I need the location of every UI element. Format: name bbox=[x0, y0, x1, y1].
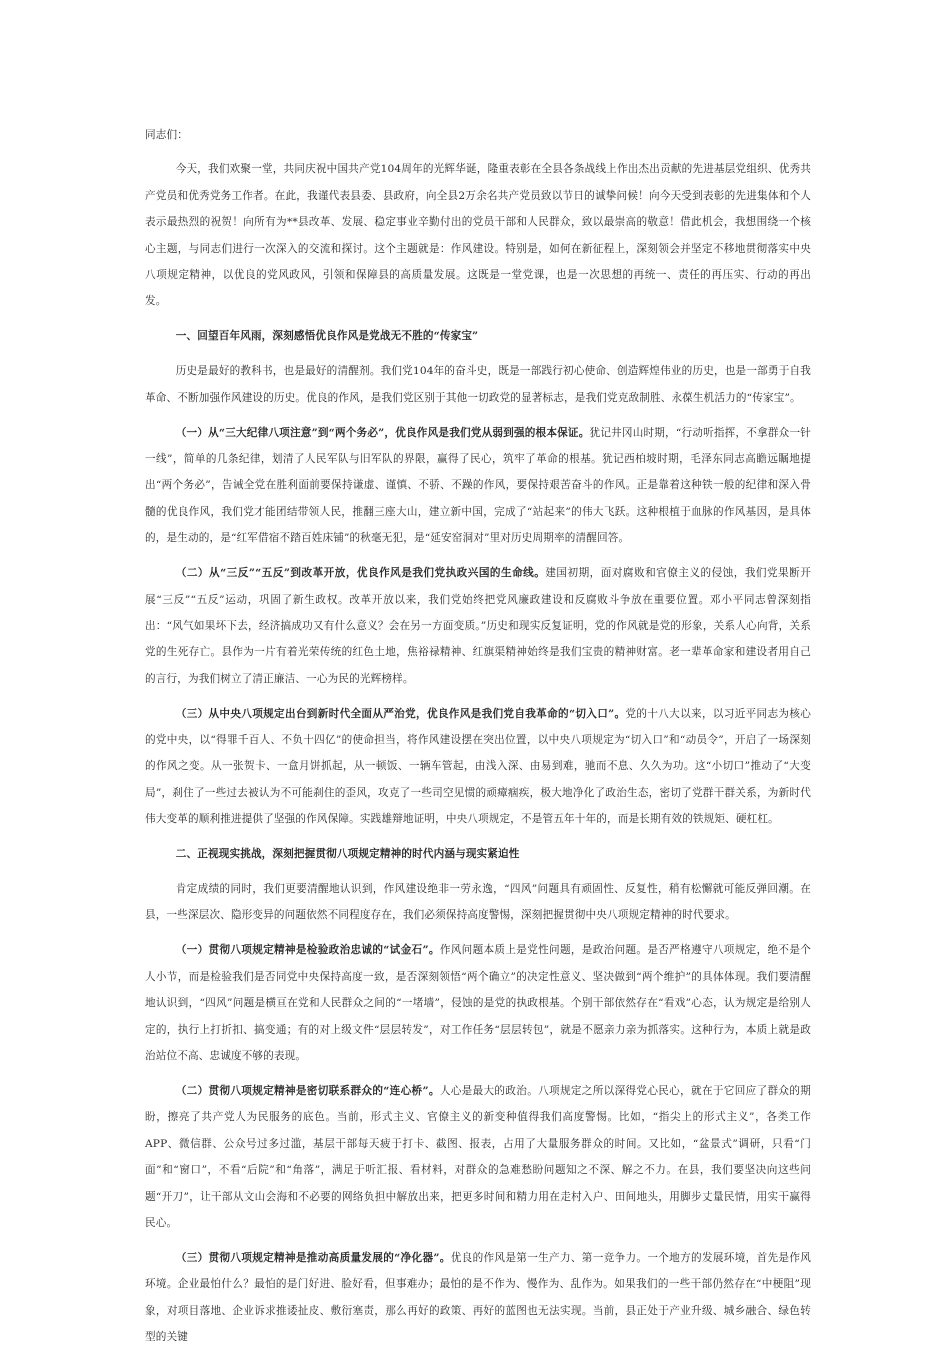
section-2-heading: 二、正视现实挑战，深刻把握贯彻八项规定精神的时代内涵与现实紧迫性 bbox=[175, 848, 520, 861]
section-1-item-2 bbox=[145, 560, 811, 692]
section-1-item-1-body: 犹记井冈山时期，“行动听指挥，不拿群众一针一线”，简单的几条纪律，划清了人民军队与旧军队的界限，赢得了民心，筑牢了革命的根基。犹记西柏坡时期，毛泽东同志高瞻远瞩地提出“两个务必”，告诫全党在胜利面前要保持谦虚、谨慎、不骄、不躁的作风，要保持艰苦奋斗的作风。正是靠着这种铁一般的纪律和深入骨髓的优良作风，我们党才能团结带领人民，推翻三座大山，建立新中国，完成了“站起来”的伟大飞跃。这种根植于血脉的作风基因，是具体的，是生动的，是“红军借宿不踏百姓床铺”的秋毫无犯，是“延安窑洞对”里对历史周期率的清醒回答。 bbox=[145, 426, 811, 545]
section-2-intro: 肯定成绩的同时，我们更要清醒地认识到，作风建设绝非一劳永逸，“四风”问题具有顽固性、反复性，稍有松懈就可能反弹回潮。在县，一些深层次、隐形变异的问题依然不同程度存在，我们必须保持高度警惕，深刻把握贯彻中央八项规定精神的时代要求。 bbox=[145, 883, 811, 922]
section-2-item-1 bbox=[145, 937, 811, 1069]
section-2-item-2 bbox=[145, 1078, 811, 1236]
section-1-item-2-title: （二）从“三反”“五反”到改革开放，优良作风是我们党执政兴国的生命线。 bbox=[175, 567, 546, 580]
section-2-item-3-title: （三）贯彻八项规定精神是推动高质量发展的“净化器”。 bbox=[175, 1251, 451, 1264]
section-1-item-3-body: 党的十八大以来，以习近平同志为核心的党中央，以“得罪千百人、不负十四亿”的使命担当，将作风建设摆在突出位置，以中央八项规定为“切入口”和“动员令”，开启了一场深刻的作风之变。从一张贺卡、一盒月饼抓起，从一顿饭、一辆车管起，由浅入深、由易到难，驰而不息、久久为功。这“小切口”推动了“大变局”，刹住了一些过去被认为不可能刹住的歪风，攻克了一些司空见惯的顽瘴痼疾，极大地净化了政治生态，密切了党群干群关系，为新时代伟大变革的顺利推进提供了坚强的作风保障。实践雄辩地证明，中央八项规定，不是管五年十年的，而是长期有效的铁规矩、硬杠杠。 bbox=[145, 707, 811, 826]
section-1-item-3-title: （三）从中央八项规定出台到新时代全面从严治党，优良作风是我们党自我革命的“切入口”。 bbox=[175, 707, 626, 720]
section-1-intro: 历史是最好的教科书，也是最好的清醒剂。我们党104年的奋斗史，既是一部践行初心使命、创造辉煌伟业的历史，也是一部勇于自我革命、不断加强作风建设的历史。优良的作风，是我们党区别于其他一切政党的显著标志，是我们党克敌制胜、永葆生机活力的“传家宝”。 bbox=[145, 365, 811, 404]
section-1-item-3 bbox=[145, 701, 811, 833]
section-2-item-2-title: （二）贯彻八项规定精神是密切联系群众的“连心桥”。 bbox=[175, 1084, 440, 1097]
section-1-item-2-body: 建国初期，面对腐败和官僚主义的侵蚀，我们党果断开展“三反”“五反”运动，巩固了新生政权。改革开放以来，我们党始终把党风廉政建设和反腐败斗争放在重要位置。邓小平同志曾深刻指出：“风气如果坏下去，经济搞成功又有什么意义？会在另一方面变质。”历史和现实反复证明，党的作风就是党的形象，关系人心向背，关系党的生死存亡。县作为一片有着光荣传统的红色土地，焦裕禄精神、红旗渠精神始终是我们宝贵的精神财富。老一辈革命家和建设者用自己的言行，为我们树立了清正廉洁、一心为民的光辉榜样。 bbox=[145, 567, 811, 685]
section-2-item-1-title: （一）贯彻八项规定精神是检验政治忠诚的“试金石”。 bbox=[175, 944, 440, 957]
intro-paragraph: 今天，我们欢聚一堂，共同庆祝中国共产党104周年的光辉华诞，隆重表彰在全县各条战线上作出杰出贡献的先进基层党组织、优秀共产党员和优秀党务工作者。在此，我谨代表县委、县政府，向全县2万余名共产党员致以节日的诚挚问候！向今天受到表彰的先进集体和个人表示最热烈的祝贺！向所有为**县改革、发展、稳定事业辛勤付出的党员干部和人民群众，致以最崇高的敬意！借此机会，我想围绕一个核心主题，与同志们进行一次深入的交流和探讨。这个主题就是：作风建设。特别是，如何在新征程上，深刻领会并坚定不移地贯彻落实中央八项规定精神，以优良的党风政风，引领和保障县的高质量发展。这既是一堂党课，也是一次思想的再统一、责任的再压实、行动的再出发。 bbox=[145, 163, 811, 308]
section-1-item-1 bbox=[145, 420, 811, 552]
document-body bbox=[145, 122, 811, 1359]
section-2-item-3-body: 优良的作风是第一生产力、第一竞争力。一个地方的发展环境，首先是作风环境。企业最怕什么？最怕的是门好进、脸好看，但事难办；最怕的是不作为、慢作为、乱作为。如果我们的一些干部仍然存在“中梗阻”现象，对项目落地、企业诉求推诿扯皮、敷衍塞责，那么再好的政策、再好的蓝图也无法实现。当前，县正处于产业升级、城乡融合、绿色转型的关键 bbox=[145, 1251, 811, 1344]
section-2-item-2-body: 人心是最大的政治。八项规定之所以深得党心民心，就在于它回应了群众的期盼，擦亮了共产党人为民服务的底色。当前，形式主义、官僚主义的新变种值得我们高度警惕。比如，“指尖上的形式主义”，各类工作APP、微信群、公众号过多过滥，基层干部每天疲于打卡、截图、报表，占用了大量服务群众的时间。又比如，“盆景式”调研，只看“门面”和“窗口”，不看“后院”和“角落”，满足于听汇报、看材料，对群众的急难愁盼问题知之不深、解之不力。在县，我们要坚决向这些问题“开刀”，让干部从文山会海和不必要的网络负担中解放出来，把更多时间和精力用在走村入户、田间地头，用脚步丈量民情，用实干赢得民心。 bbox=[145, 1084, 811, 1229]
section-1-heading: 一、回望百年风雨，深刻感悟优良作风是党战无不胜的“传家宝” bbox=[175, 330, 479, 343]
section-1-item-1-title: （一）从“三大纪律八项注意”到“两个务必”，优良作风是我们党从弱到强的根本保证。 bbox=[175, 426, 590, 439]
section-2-item-1-body: 作风问题本质上是党性问题，是政治问题。是否严格遵守八项规定，绝不是个人小节，而是检验我们是否同党中央保持高度一致，是否深刻领悟“两个确立”的决定性意义、坚决做到“两个维护”的具体体现。我们要清醒地认识到，“四风”问题是横亘在党和人民群众之间的“一堵墙”，侵蚀的是党的执政根基。个别干部依然存在“看戏”心态，认为规定是给别人定的，执行上打折扣、搞变通；有的对上级文件“层层转发”，对工作任务“层层转包”，就是不愿亲力亲为抓落实。这种行为，本质上就是政治站位不高、忠诚度不够的表现。 bbox=[145, 944, 811, 1062]
section-2-item-3 bbox=[145, 1245, 811, 1351]
salutation: 同志们： bbox=[145, 129, 188, 141]
